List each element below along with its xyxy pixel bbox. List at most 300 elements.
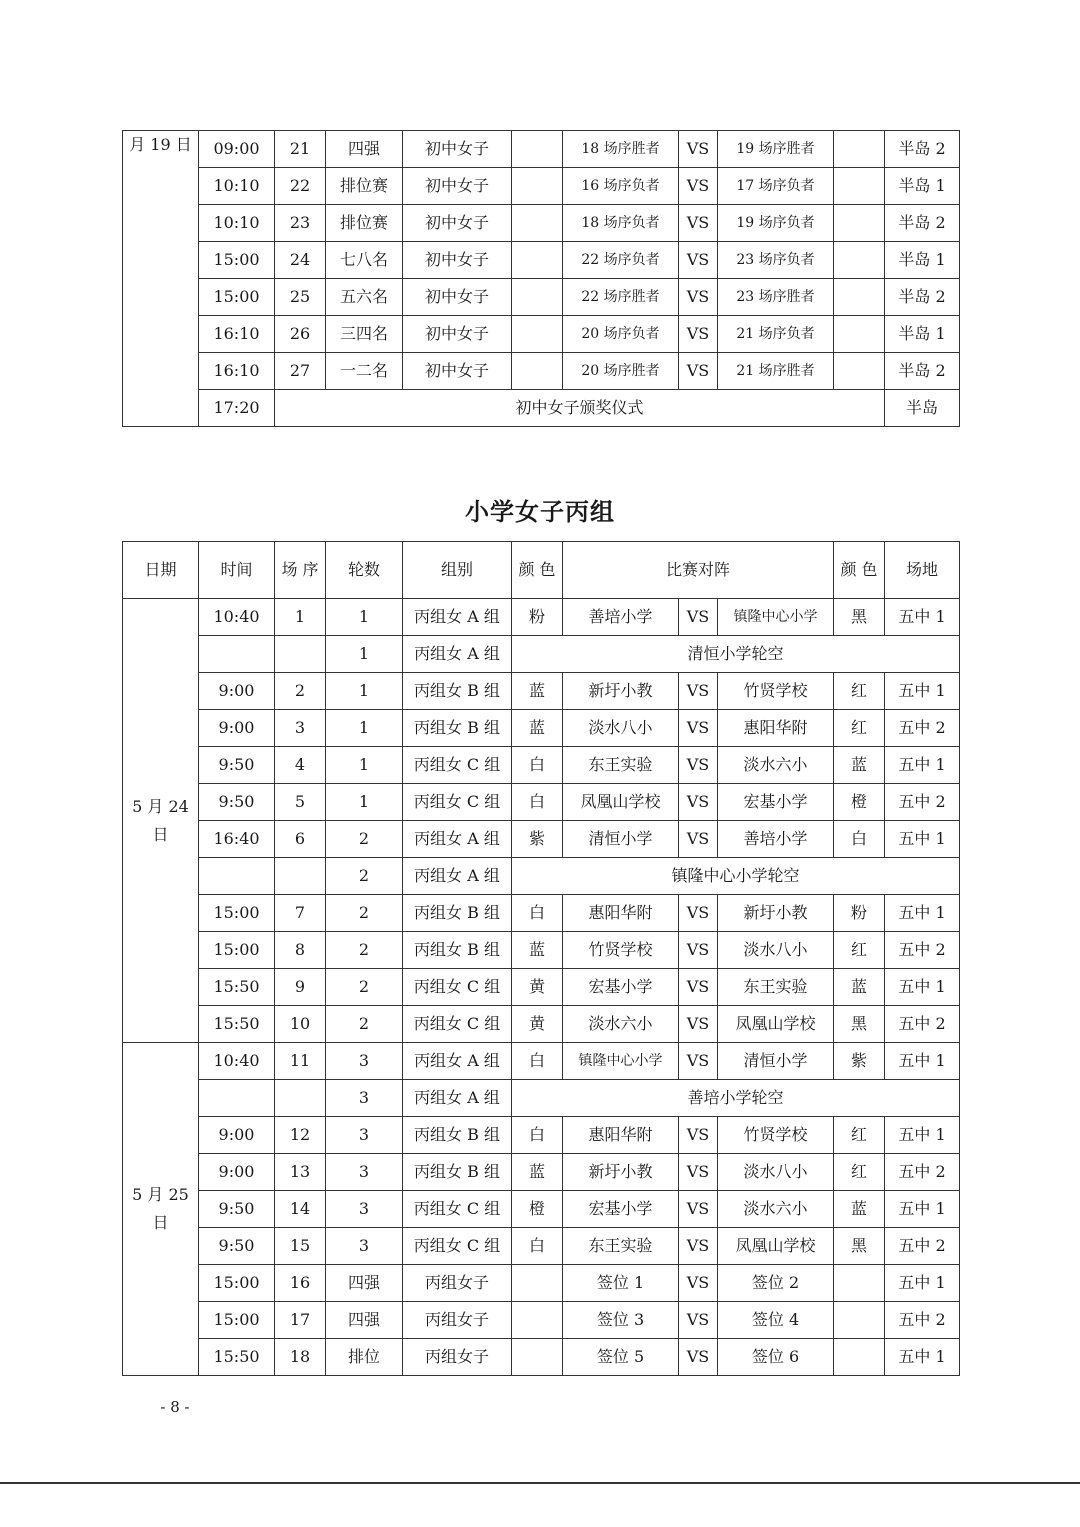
team1-cell: 签位 5	[563, 1339, 679, 1376]
team1-cell: 东王实验	[563, 1228, 679, 1265]
team1-cell: 16 场序负者	[563, 168, 679, 205]
match-number-cell: 8	[275, 932, 326, 969]
group-cell: 丙组女 B 组	[403, 932, 512, 969]
round-cell: 3	[326, 1080, 403, 1117]
match-row	[123, 821, 960, 858]
team2-cell: 17 场序负者	[718, 168, 834, 205]
team1-cell: 22 场序胜者	[563, 279, 679, 316]
round-cell: 排位	[326, 1339, 403, 1376]
team1-cell: 善培小学	[563, 599, 679, 636]
vs-cell: VS	[679, 1191, 718, 1228]
time-cell: 9:00	[199, 710, 275, 747]
round-cell: 3	[326, 1117, 403, 1154]
match-number-cell: 1	[275, 599, 326, 636]
venue-cell: 半岛	[885, 390, 960, 427]
time-cell: 10:10	[199, 205, 275, 242]
round-cell: 四强	[326, 131, 403, 168]
group-cell: 丙组女 A 组	[403, 858, 512, 895]
team1-color-cell: 白	[512, 784, 563, 821]
team2-color-cell: 粉	[834, 895, 885, 932]
match-row	[123, 932, 960, 969]
time-cell: 10:10	[199, 168, 275, 205]
date-cell-may-19: 月 19 日	[123, 131, 199, 427]
venue-cell: 半岛 1	[885, 242, 960, 279]
round-cell: 四强	[326, 1302, 403, 1339]
match-number-cell: 6	[275, 821, 326, 858]
round-cell: 1	[326, 784, 403, 821]
match-row	[123, 673, 960, 710]
match-row	[123, 895, 960, 932]
match-number-cell: 3	[275, 710, 326, 747]
team2-color-cell: 白	[834, 821, 885, 858]
header-match: 场 序	[275, 542, 326, 599]
match-number-cell: 22	[275, 168, 326, 205]
time-cell	[199, 636, 275, 673]
group-cell: 初中女子	[403, 131, 512, 168]
match-row	[123, 168, 960, 205]
team1-cell: 淡水八小	[563, 710, 679, 747]
bye-note-cell: 镇隆中心小学轮空	[512, 858, 960, 895]
header-round: 轮数	[326, 542, 403, 599]
group-cell: 初中女子	[403, 353, 512, 390]
team1-cell: 18 场序负者	[563, 205, 679, 242]
header-matchup: 比赛对阵	[563, 542, 834, 599]
match-number-cell: 24	[275, 242, 326, 279]
team1-color-cell: 蓝	[512, 1154, 563, 1191]
team1-cell: 凤凰山学校	[563, 784, 679, 821]
match-number-cell: 2	[275, 673, 326, 710]
round-cell: 一二名	[326, 353, 403, 390]
team2-color-cell	[834, 242, 885, 279]
time-cell: 15:50	[199, 1006, 275, 1043]
time-cell: 15:50	[199, 1339, 275, 1376]
group-cell: 丙组女 B 组	[403, 1154, 512, 1191]
venue-cell: 五中 2	[885, 1228, 960, 1265]
vs-cell: VS	[679, 353, 718, 390]
team1-color-cell: 白	[512, 1117, 563, 1154]
time-cell: 15:00	[199, 242, 275, 279]
vs-cell: VS	[679, 710, 718, 747]
time-cell: 9:50	[199, 1228, 275, 1265]
venue-cell: 五中 1	[885, 599, 960, 636]
team1-cell: 宏基小学	[563, 1191, 679, 1228]
venue-cell: 五中 1	[885, 1339, 960, 1376]
team2-cell: 善培小学	[718, 821, 834, 858]
time-cell: 15:00	[199, 895, 275, 932]
team1-cell: 22 场序负者	[563, 242, 679, 279]
team1-cell: 清恒小学	[563, 821, 679, 858]
team2-color-cell	[834, 205, 885, 242]
vs-cell: VS	[679, 969, 718, 1006]
round-cell: 3	[326, 1191, 403, 1228]
vs-cell: VS	[679, 784, 718, 821]
round-cell: 2	[326, 1006, 403, 1043]
venue-cell: 五中 1	[885, 969, 960, 1006]
vs-cell: VS	[679, 1302, 718, 1339]
round-cell: 三四名	[326, 316, 403, 353]
group-cell: 丙组女 C 组	[403, 1228, 512, 1265]
time-cell: 9:00	[199, 1117, 275, 1154]
time-cell: 9:00	[199, 1154, 275, 1191]
team2-color-cell: 红	[834, 1117, 885, 1154]
team2-cell: 19 场序胜者	[718, 131, 834, 168]
team1-cell: 签位 1	[563, 1265, 679, 1302]
match-row	[123, 279, 960, 316]
group-cell: 丙组女 C 组	[403, 969, 512, 1006]
round-cell: 1	[326, 710, 403, 747]
team2-color-cell	[834, 168, 885, 205]
team1-color-cell	[512, 131, 563, 168]
venue-cell: 五中 2	[885, 710, 960, 747]
match-row	[123, 316, 960, 353]
team2-color-cell	[834, 1302, 885, 1339]
round-cell: 2	[326, 895, 403, 932]
vs-cell: VS	[679, 279, 718, 316]
team2-color-cell: 黑	[834, 1006, 885, 1043]
time-cell: 9:50	[199, 1191, 275, 1228]
match-number-cell: 9	[275, 969, 326, 1006]
match-number-cell: 5	[275, 784, 326, 821]
venue-cell: 五中 2	[885, 1006, 960, 1043]
group-cell: 初中女子	[403, 279, 512, 316]
vs-cell: VS	[679, 168, 718, 205]
team2-cell: 竹贤学校	[718, 1117, 834, 1154]
team2-cell: 新圩小教	[718, 895, 834, 932]
team2-color-cell: 黑	[834, 599, 885, 636]
match-row	[123, 1117, 960, 1154]
match-number-cell	[275, 1080, 326, 1117]
team2-cell: 清恒小学	[718, 1043, 834, 1080]
team1-color-cell	[512, 1339, 563, 1376]
team1-color-cell: 橙	[512, 1191, 563, 1228]
team1-color-cell	[512, 316, 563, 353]
round-cell: 排位赛	[326, 168, 403, 205]
match-number-cell	[275, 858, 326, 895]
team2-cell: 签位 4	[718, 1302, 834, 1339]
team2-color-cell	[834, 353, 885, 390]
vs-cell: VS	[679, 316, 718, 353]
venue-cell: 五中 1	[885, 673, 960, 710]
venue-cell: 半岛 2	[885, 353, 960, 390]
team1-cell: 惠阳华附	[563, 895, 679, 932]
group-cell: 初中女子	[403, 168, 512, 205]
team2-cell: 凤凰山学校	[718, 1006, 834, 1043]
round-cell: 1	[326, 636, 403, 673]
venue-cell: 五中 1	[885, 1191, 960, 1228]
table-primary-girls-group-c	[122, 541, 960, 1376]
group-cell: 丙组女 C 组	[403, 1191, 512, 1228]
team2-cell: 凤凰山学校	[718, 1228, 834, 1265]
venue-cell: 五中 2	[885, 1154, 960, 1191]
header-venue: 场地	[885, 542, 960, 599]
round-cell: 3	[326, 1154, 403, 1191]
team1-cell: 东王实验	[563, 747, 679, 784]
team1-cell: 宏基小学	[563, 969, 679, 1006]
venue-cell: 半岛 1	[885, 168, 960, 205]
team2-color-cell: 红	[834, 1154, 885, 1191]
date-cell-may-25: 5 月 25 日	[123, 1043, 199, 1376]
match-row	[123, 1339, 960, 1376]
header-time: 时间	[199, 542, 275, 599]
venue-cell: 五中 2	[885, 1302, 960, 1339]
vs-cell: VS	[679, 242, 718, 279]
group-cell: 丙组女 B 组	[403, 1117, 512, 1154]
match-row	[123, 1043, 960, 1080]
team1-cell: 签位 3	[563, 1302, 679, 1339]
team2-color-cell: 红	[834, 673, 885, 710]
venue-cell: 五中 1	[885, 1043, 960, 1080]
group-cell: 丙组女子	[403, 1265, 512, 1302]
match-number-cell: 14	[275, 1191, 326, 1228]
match-row	[123, 599, 960, 636]
group-cell: 丙组女 A 组	[403, 599, 512, 636]
team2-cell: 淡水六小	[718, 1191, 834, 1228]
group-cell: 初中女子	[403, 242, 512, 279]
vs-cell: VS	[679, 1006, 718, 1043]
match-row	[123, 1265, 960, 1302]
match-number-cell: 10	[275, 1006, 326, 1043]
match-row	[123, 747, 960, 784]
vs-cell: VS	[679, 895, 718, 932]
team1-color-cell: 蓝	[512, 932, 563, 969]
match-number-cell: 26	[275, 316, 326, 353]
team2-cell: 23 场序胜者	[718, 279, 834, 316]
team1-color-cell	[512, 168, 563, 205]
group-cell: 丙组女 A 组	[403, 1080, 512, 1117]
vs-cell: VS	[679, 1117, 718, 1154]
round-cell: 1	[326, 673, 403, 710]
venue-cell: 五中 1	[885, 1265, 960, 1302]
header-date: 日期	[123, 542, 199, 599]
vs-cell: VS	[679, 1265, 718, 1302]
date-cell-may-24: 5 月 24 日	[123, 599, 199, 1043]
team1-color-cell	[512, 1302, 563, 1339]
vs-cell: VS	[679, 205, 718, 242]
team2-cell: 21 场序负者	[718, 316, 834, 353]
match-number-cell: 25	[275, 279, 326, 316]
header-group: 组别	[403, 542, 512, 599]
team2-color-cell	[834, 1265, 885, 1302]
bye-row	[123, 636, 960, 673]
venue-cell: 五中 1	[885, 747, 960, 784]
team1-color-cell: 黄	[512, 969, 563, 1006]
time-cell: 16:40	[199, 821, 275, 858]
team2-color-cell: 紫	[834, 1043, 885, 1080]
team2-color-cell	[834, 279, 885, 316]
header-color2: 颜 色	[834, 542, 885, 599]
match-number-cell	[275, 636, 326, 673]
bye-row	[123, 1080, 960, 1117]
team1-color-cell: 白	[512, 895, 563, 932]
group-cell: 丙组女 A 组	[403, 636, 512, 673]
team1-color-cell: 粉	[512, 599, 563, 636]
bye-note-cell: 清恒小学轮空	[512, 636, 960, 673]
vs-cell: VS	[679, 1043, 718, 1080]
match-number-cell: 13	[275, 1154, 326, 1191]
match-number-cell: 11	[275, 1043, 326, 1080]
team2-color-cell	[834, 131, 885, 168]
round-cell: 3	[326, 1228, 403, 1265]
team1-color-cell: 白	[512, 747, 563, 784]
team1-cell: 新圩小教	[563, 1154, 679, 1191]
time-cell: 10:40	[199, 1043, 275, 1080]
match-row	[123, 1228, 960, 1265]
team2-cell: 21 场序胜者	[718, 353, 834, 390]
group-cell: 丙组女 A 组	[403, 821, 512, 858]
match-number-cell: 18	[275, 1339, 326, 1376]
team1-cell: 18 场序胜者	[563, 131, 679, 168]
round-cell: 四强	[326, 1265, 403, 1302]
venue-cell: 五中 2	[885, 784, 960, 821]
round-cell: 2	[326, 821, 403, 858]
round-cell: 2	[326, 932, 403, 969]
round-cell: 1	[326, 599, 403, 636]
round-cell: 排位赛	[326, 205, 403, 242]
group-cell: 丙组女 A 组	[403, 1043, 512, 1080]
vs-cell: VS	[679, 599, 718, 636]
group-cell: 丙组女子	[403, 1302, 512, 1339]
group-cell: 初中女子	[403, 205, 512, 242]
venue-cell: 半岛 2	[885, 131, 960, 168]
team2-cell: 宏基小学	[718, 784, 834, 821]
vs-cell: VS	[679, 1339, 718, 1376]
vs-cell: VS	[679, 747, 718, 784]
group-cell: 丙组女 B 组	[403, 673, 512, 710]
team2-color-cell	[834, 1339, 885, 1376]
match-number-cell: 23	[275, 205, 326, 242]
header-color1: 颜 色	[512, 542, 563, 599]
team1-cell: 惠阳华附	[563, 1117, 679, 1154]
match-number-cell: 27	[275, 353, 326, 390]
group-cell: 丙组女 C 组	[403, 784, 512, 821]
match-number-cell: 12	[275, 1117, 326, 1154]
time-cell: 17:20	[199, 390, 275, 427]
time-cell	[199, 1080, 275, 1117]
venue-cell: 五中 1	[885, 895, 960, 932]
team2-cell: 签位 6	[718, 1339, 834, 1376]
time-cell: 15:00	[199, 279, 275, 316]
team1-color-cell	[512, 1265, 563, 1302]
group-cell: 丙组女 C 组	[403, 747, 512, 784]
section-title: 小学女子丙组	[465, 498, 615, 526]
team1-color-cell: 白	[512, 1043, 563, 1080]
team2-color-cell: 蓝	[834, 969, 885, 1006]
vs-cell: VS	[679, 131, 718, 168]
match-number-cell: 7	[275, 895, 326, 932]
vs-cell: VS	[679, 821, 718, 858]
venue-cell: 半岛 2	[885, 205, 960, 242]
match-row	[123, 131, 960, 168]
match-number-cell: 17	[275, 1302, 326, 1339]
round-cell: 2	[326, 969, 403, 1006]
table-junior-girls-finals	[122, 130, 960, 427]
team2-color-cell: 黑	[834, 1228, 885, 1265]
team2-cell: 淡水八小	[718, 932, 834, 969]
match-number-cell: 15	[275, 1228, 326, 1265]
time-cell: 15:00	[199, 1302, 275, 1339]
page-number: - 8 -	[160, 1398, 190, 1416]
time-cell: 15:00	[199, 932, 275, 969]
time-cell: 16:10	[199, 316, 275, 353]
team2-cell: 23 场序负者	[718, 242, 834, 279]
round-cell: 3	[326, 1043, 403, 1080]
team2-color-cell: 蓝	[834, 747, 885, 784]
round-cell: 2	[326, 858, 403, 895]
team1-color-cell	[512, 205, 563, 242]
team2-cell: 东王实验	[718, 969, 834, 1006]
venue-cell: 半岛 2	[885, 279, 960, 316]
venue-cell: 五中 1	[885, 821, 960, 858]
ceremony-row	[123, 390, 960, 427]
team2-cell: 竹贤学校	[718, 673, 834, 710]
time-cell: 9:50	[199, 784, 275, 821]
team2-color-cell: 蓝	[834, 1191, 885, 1228]
team2-cell: 签位 2	[718, 1265, 834, 1302]
match-row	[123, 353, 960, 390]
time-cell: 15:50	[199, 969, 275, 1006]
bye-note-cell: 善培小学轮空	[512, 1080, 960, 1117]
match-row	[123, 1191, 960, 1228]
venue-cell: 半岛 1	[885, 316, 960, 353]
team2-cell: 惠阳华附	[718, 710, 834, 747]
team1-cell: 新圩小教	[563, 673, 679, 710]
team1-color-cell: 白	[512, 1228, 563, 1265]
match-row	[123, 1154, 960, 1191]
team2-color-cell: 红	[834, 932, 885, 969]
vs-cell: VS	[679, 673, 718, 710]
match-row	[123, 1302, 960, 1339]
time-cell: 16:10	[199, 353, 275, 390]
time-cell: 9:50	[199, 747, 275, 784]
match-number-cell: 21	[275, 131, 326, 168]
team2-color-cell: 红	[834, 710, 885, 747]
bye-row	[123, 858, 960, 895]
group-cell: 丙组女 B 组	[403, 895, 512, 932]
time-cell: 09:00	[199, 131, 275, 168]
team1-color-cell: 紫	[512, 821, 563, 858]
match-row	[123, 784, 960, 821]
venue-cell: 五中 1	[885, 1117, 960, 1154]
team1-color-cell: 黄	[512, 1006, 563, 1043]
header-row	[123, 542, 960, 599]
vs-cell: VS	[679, 1154, 718, 1191]
team2-cell: 镇隆中心小学	[718, 599, 834, 636]
team1-color-cell	[512, 279, 563, 316]
match-number-cell: 16	[275, 1265, 326, 1302]
team1-color-cell: 蓝	[512, 710, 563, 747]
time-cell: 9:00	[199, 673, 275, 710]
team1-cell: 20 场序胜者	[563, 353, 679, 390]
group-cell: 丙组女 C 组	[403, 1006, 512, 1043]
time-cell	[199, 858, 275, 895]
round-cell: 五六名	[326, 279, 403, 316]
bottom-rule	[0, 1482, 1080, 1484]
team1-color-cell	[512, 242, 563, 279]
team2-color-cell: 橙	[834, 784, 885, 821]
team1-cell: 淡水六小	[563, 1006, 679, 1043]
team2-cell: 淡水八小	[718, 1154, 834, 1191]
team1-cell: 竹贤学校	[563, 932, 679, 969]
round-cell: 七八名	[326, 242, 403, 279]
ceremony-cell: 初中女子颁奖仪式	[275, 390, 885, 427]
group-cell: 丙组女 B 组	[403, 710, 512, 747]
team2-cell: 19 场序负者	[718, 205, 834, 242]
team1-cell: 镇隆中心小学	[563, 1043, 679, 1080]
group-cell: 初中女子	[403, 316, 512, 353]
match-row	[123, 242, 960, 279]
team2-color-cell	[834, 316, 885, 353]
match-row	[123, 969, 960, 1006]
